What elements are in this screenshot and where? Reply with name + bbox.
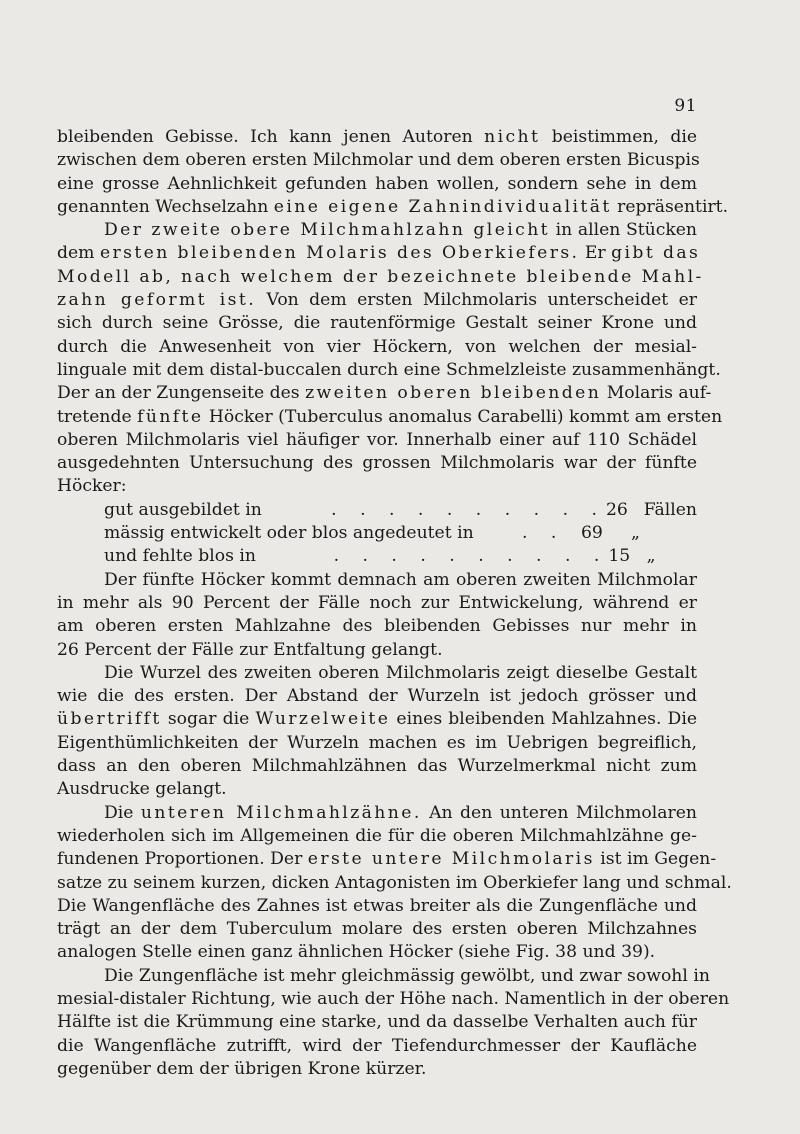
spaced-emphasis: zweiten oberen bleibenden [305,383,602,404]
text-line [57,1011,697,1034]
leader-dots: . . . . . . . . . . [331,499,606,520]
text-segment: Höcker: [57,476,127,497]
text-segment: Die Zungenfläche ist mehr gleichmässig gewölbt, und zwar sowohl in [104,965,710,986]
text-segment: Eigenthümlichkeiten der Wurzeln machen es im Uebrigen begreiflich, [57,732,697,753]
text-segment: Hälfte ist die Krümmung eine starke, und da dasselbe Verhalten auch für [57,1012,697,1033]
text-line [57,359,721,382]
list-label: gut ausgebildet in [104,499,262,520]
text-segment: tretende [57,406,138,427]
text-line [57,639,697,662]
text-segment: An den unteren Milchmolaren [421,802,697,823]
text-segment: Ausdrucke gelangt. [57,779,227,800]
text-line [57,382,712,405]
text-line [57,452,697,475]
text-segment: repräsentirt. [611,196,729,217]
text-line [57,475,697,498]
spaced-emphasis: Wurzelweite [255,709,391,730]
text-line [57,196,729,219]
text-line [57,336,697,359]
text-segment: analogen Stelle einen ganz ähnlichen Höcker (siehe Fig. 38 und 39). [57,942,656,963]
spaced-emphasis: fünfte [137,406,204,427]
text-line [57,732,697,755]
text-segment: durch die Anwesenheit von vier Höckern, von welchen der mesial- [57,336,697,357]
spaced-emphasis: zahn geformt ist. [57,290,257,311]
text-segment: zwischen dem oberen ersten Milchmolar und dem oberen ersten Bicuspis [57,150,700,171]
list-unit: „ [631,523,640,544]
text-line [57,895,697,918]
text-line [57,965,710,988]
list-unit: Fällen [643,499,697,520]
text-line [57,429,697,452]
text-line [57,312,697,335]
spaced-emphasis: ersten bleibenden Molaris des Oberkiefers. [99,243,580,264]
text-line [57,592,697,615]
list-unit: „ [646,546,656,567]
text-segment: beistimmen, die [540,127,697,147]
text-segment: satze zu seinem kurzen, dicken Antagonisten im Oberkiefer lang und schmal. [57,872,732,893]
text-segment: Der an der Zungenseite des [57,383,306,404]
text-line [57,173,697,196]
text-line [57,755,697,778]
text-segment: Von dem ersten Milchmolaris unterscheidet er [256,290,697,311]
text-line [57,872,732,895]
text-line [57,149,700,172]
text-line [57,219,697,242]
spaced-emphasis: Modell ab, nach welchem der bezeichnete bleibende Mahl- [57,266,704,287]
list-label: mässig entwickelt oder blos angedeutet in [104,523,474,544]
text-segment: 26 Percent der Fälle zur Entfaltung gelangt. [57,639,443,660]
text-segment: gegenüber dem der übrigen Krone kürzer. [57,1058,427,1079]
text-line [57,126,697,149]
text-line [57,569,697,592]
spaced-emphasis: unteren Milchmahlzähne. [140,802,422,823]
text-segment: in allen Stücken [549,220,697,241]
text-segment: am oberen ersten Mahlzahne des bleibenden Gebisses nur mehr in [57,616,697,637]
text-segment: wiederholen sich im Allgemeinen die für die oberen Milchmahlzähne ge- [57,825,697,846]
text-segment: dass an den oberen Milchmahlzähnen das Wurzelmerkmal nicht zum [57,756,697,777]
text-line [57,988,730,1011]
text-line [57,615,697,638]
body-text [57,126,732,1081]
text-segment: dem [57,243,100,264]
text-segment: mesial-distaler Richtung, wie auch der Höhe nach. Namentlich in der oberen [57,988,730,1009]
text-line [57,406,723,429]
text-segment: Die Wurzel des zweiten oberen Milchmolaris zeigt dieselbe Gestalt [104,662,697,683]
spaced-emphasis: übertrifft [57,709,162,730]
leader-dots: . . . . . . . . . . [333,546,609,567]
text-line [57,685,697,708]
page-number: 91 [674,96,697,116]
text-line [57,941,697,964]
text-segment: trägt an der dem Tuberculum molare des ersten oberen Milchzahnes [57,919,697,940]
text-segment: Der fünfte Höcker kommt demnach am oberen zweiten Milchmolar [104,569,697,590]
list-item [57,522,697,545]
text-segment: linguale mit dem distal-buccalen durch eine Schmelzleiste zusammenhängt. [57,359,721,380]
text-line [57,1035,697,1058]
text-segment: Molaris auf- [601,383,712,404]
leader-dots: . . [522,523,566,544]
text-line [57,708,697,731]
text-segment: Höcker (Tuberculus anomalus Carabelli) kommt am ersten [203,406,723,427]
text-line [57,918,697,941]
text-segment: fundenen Proportionen. Der [57,849,308,870]
text-segment: Er [579,243,612,264]
text-segment: bleibenden Gebisse. Ich kann jenen Autoren [57,127,485,147]
text-segment: ausgedehnten Untersuchung des grossen Milchmolaris war der fünfte [57,453,697,474]
text-line [57,802,697,825]
text-segment: genannten Wechselzahn [57,196,274,217]
text-segment: eines bleibenden Mahlzahnes. Die [390,709,697,730]
text-line [57,242,701,265]
spaced-emphasis: nicht [484,127,541,147]
spaced-emphasis: gibt das [611,243,701,264]
text-segment: in mehr als 90 Percent der Fälle noch zur Entwickelung, während er [57,592,697,613]
text-segment: Die Wangenfläche des Zahnes ist etwas breiter als die Zungenfläche und [57,895,697,916]
list-value: 15 [608,546,631,567]
text-segment: eine grosse Aehnlichkeit gefunden haben wollen, sondern sehe in dem [57,173,697,194]
text-line [57,1058,697,1081]
list-value: 69 [581,523,603,544]
list-value: 26 [605,499,628,520]
spaced-emphasis: erste untere Milchmolaris [307,849,595,870]
spaced-emphasis: eine eigene Zahnindividualität [273,196,612,217]
text-segment: oberen Milchmolaris viel häufiger vor. Innerhalb einer auf 110 Schädel [57,429,697,450]
list-label: und fehlte blos in [104,546,256,567]
text-segment: sogar die [161,709,256,730]
spaced-emphasis: Der zweite obere Milchmahlzahn gleicht [104,220,550,241]
text-segment: die Wangenfläche zutrifft, wird der Tiefendurchmesser der Kaufläche [57,1035,697,1056]
list-item [57,545,697,568]
text-line [57,778,697,801]
text-line [57,825,697,848]
text-segment: ist im Gegen- [594,849,717,870]
text-segment: Die [104,802,141,823]
text-line [57,848,717,871]
text-line [57,289,697,312]
list-item [57,499,697,522]
text-segment: wie die des ersten. Der Abstand der Wurzeln ist jedoch grösser und [57,686,697,707]
text-line [57,266,704,289]
text-line [57,662,697,685]
text-segment: sich durch seine Grösse, die rautenförmige Gestalt seiner Krone und [57,313,697,334]
